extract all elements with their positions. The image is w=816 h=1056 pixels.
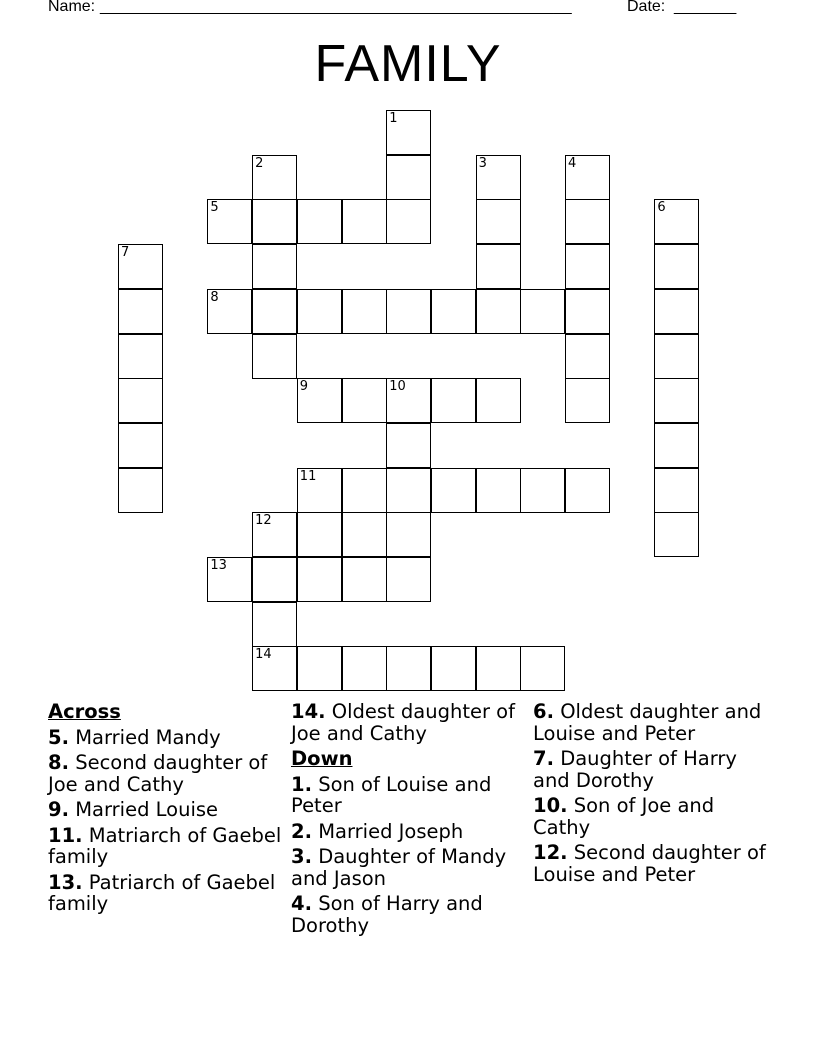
grid-cell[interactable]: [118, 423, 163, 468]
grid-cell[interactable]: [520, 646, 565, 691]
grid-cell[interactable]: [431, 378, 476, 423]
grid-cell[interactable]: [565, 155, 610, 200]
grid-cell[interactable]: [386, 512, 431, 557]
page-title: FAMILY: [314, 35, 502, 93]
clue: [291, 774, 531, 817]
grid-cell[interactable]: [297, 378, 342, 423]
grid-cell[interactable]: [207, 199, 252, 244]
grid-cell[interactable]: [342, 199, 387, 244]
grid-cell[interactable]: [297, 199, 342, 244]
clue-number: 6: [657, 200, 666, 216]
grid-cell[interactable]: [386, 557, 431, 602]
grid-cell[interactable]: [118, 378, 163, 423]
grid-cell[interactable]: [654, 289, 699, 334]
clue-text: Married Louise: [75, 798, 219, 821]
clue-text: Son of Joe and Cathy: [533, 794, 715, 839]
grid-cell[interactable]: [654, 512, 699, 557]
clue-text: Second daughter of Joe and Cathy: [48, 751, 268, 796]
grid-cell[interactable]: [252, 512, 297, 557]
grid-cell[interactable]: [252, 602, 297, 647]
clue: [291, 893, 531, 936]
grid-cell[interactable]: [297, 512, 342, 557]
grid-cell[interactable]: [431, 646, 476, 691]
clue: [48, 872, 288, 915]
grid-cell[interactable]: [118, 289, 163, 334]
grid-cell[interactable]: [207, 557, 252, 602]
clue-number: 8: [210, 289, 219, 305]
grid-cell[interactable]: [431, 289, 476, 334]
clue-number: 11: [299, 468, 317, 484]
grid-cell[interactable]: [207, 289, 252, 334]
clue-text: Matriarch of Gaebel family: [48, 823, 282, 868]
date-label: Date:: [627, 0, 666, 15]
clue-text: Daughter of Harry and Dorothy: [533, 747, 737, 792]
grid-cell[interactable]: [297, 646, 342, 691]
clue-text: Son of Harry and Dorothy: [291, 892, 483, 937]
clue-text: Married Joseph: [318, 819, 464, 843]
clue-text: Second daughter of Louise and Peter: [533, 841, 766, 886]
name-line: _____________________________________________________: [100, 0, 572, 15]
clue-number: 13: [210, 558, 227, 573]
grid-cell[interactable]: [342, 646, 387, 691]
grid-cell[interactable]: [252, 199, 297, 244]
clue: [291, 846, 531, 889]
grid-cell[interactable]: [476, 468, 521, 513]
grid-cell[interactable]: [342, 468, 387, 513]
grid-cell[interactable]: [252, 646, 297, 691]
clue-number: 10.: [533, 794, 568, 817]
grid-cell[interactable]: [476, 289, 521, 334]
section-heading: Across: [48, 700, 121, 723]
grid-cell[interactable]: [565, 468, 610, 513]
clue: [533, 701, 773, 744]
grid-cell[interactable]: [386, 199, 431, 244]
grid-cell[interactable]: [386, 155, 431, 200]
grid-cell[interactable]: [431, 468, 476, 513]
clue-number: 9.: [48, 798, 69, 821]
grid-cell[interactable]: [252, 155, 297, 200]
clue-number: 4: [568, 155, 577, 171]
clue: [48, 825, 288, 868]
grid-cell[interactable]: [654, 199, 699, 244]
grid-cell[interactable]: [520, 468, 565, 513]
grid-cell[interactable]: [252, 244, 297, 289]
grid-cell[interactable]: [386, 468, 431, 513]
clues-column-2: [291, 701, 531, 940]
clues-column-3: [533, 701, 773, 889]
grid-cell[interactable]: [476, 244, 521, 289]
clue-text: Married Mandy: [75, 725, 221, 749]
clue-number: 5.: [48, 725, 69, 749]
clue-number: 11.: [48, 823, 83, 847]
grid-cell[interactable]: [118, 244, 163, 289]
clue: [291, 701, 531, 744]
clue-text: Daughter of Mandy and Jason: [291, 845, 507, 890]
clue: [533, 842, 773, 885]
clue-number: 13.: [48, 870, 83, 894]
grid-cell[interactable]: [386, 110, 431, 155]
grid-cell[interactable]: [565, 378, 610, 423]
clue-text: Patriarch of Gaebel family: [48, 870, 276, 915]
grid-cell[interactable]: [118, 334, 163, 379]
grid-cell[interactable]: [342, 378, 387, 423]
clue-number: 1.: [291, 772, 312, 796]
clue-number: 9: [299, 379, 309, 395]
clue-number: 2: [255, 155, 264, 171]
clue-number: 8.: [48, 751, 69, 774]
grid-cell[interactable]: [476, 646, 521, 691]
clue-number: 7: [121, 245, 130, 261]
grid-cell[interactable]: [342, 289, 387, 334]
grid-cell[interactable]: [386, 646, 431, 691]
grid-cell[interactable]: [386, 423, 431, 468]
grid-cell[interactable]: [520, 289, 565, 334]
grid-cell[interactable]: [565, 289, 610, 334]
grid-cell[interactable]: [252, 334, 297, 379]
grid-cell[interactable]: [565, 334, 610, 379]
clue-text: Son of Louise and Peter: [291, 772, 492, 817]
grid-cell[interactable]: [654, 334, 699, 379]
clue-number: 7.: [533, 747, 554, 770]
grid-cell[interactable]: [342, 557, 387, 602]
clue-number: 12: [255, 513, 272, 529]
grid-cell[interactable]: [476, 155, 521, 200]
clue: [48, 752, 288, 795]
grid-cell[interactable]: [297, 289, 342, 334]
grid-cell[interactable]: [297, 468, 342, 513]
grid-cell[interactable]: [654, 423, 699, 468]
grid-cell[interactable]: [654, 378, 699, 423]
date-line: _______: [674, 0, 737, 15]
grid-cell[interactable]: [565, 244, 610, 289]
clue-number: 12.: [533, 841, 568, 864]
clue-number: 5: [210, 200, 219, 216]
clue: [48, 799, 288, 821]
grid-cell[interactable]: [565, 199, 610, 244]
clue-number: 10: [389, 379, 406, 395]
clue-text: Oldest daughter of Joe and Cathy: [291, 700, 515, 745]
clue-number: 2.: [291, 819, 312, 843]
clue-number: 4.: [291, 892, 312, 915]
grid-cell[interactable]: [252, 289, 297, 334]
grid-cell[interactable]: [386, 378, 431, 423]
grid-cell[interactable]: [476, 378, 521, 423]
clue: [48, 727, 288, 749]
grid-cell[interactable]: [252, 557, 297, 602]
clue-text: Oldest daughter and Louise and Peter: [533, 700, 762, 745]
clue-number: 1: [389, 111, 398, 126]
grid-cell[interactable]: [118, 468, 163, 513]
grid-cell[interactable]: [342, 512, 387, 557]
clue-number: 3: [478, 155, 487, 171]
name-label: Name:: [48, 0, 96, 15]
grid-cell[interactable]: [654, 468, 699, 513]
grid-cell[interactable]: [297, 557, 342, 602]
clues-column-1: [48, 701, 288, 919]
clue: [533, 795, 773, 838]
clue-number: 6.: [533, 700, 554, 723]
clue-number: 3.: [291, 845, 312, 868]
clue-number: 14: [255, 647, 272, 663]
section-heading: Down: [291, 747, 353, 770]
grid-cell[interactable]: [476, 199, 521, 244]
clue: [291, 821, 531, 843]
grid-cell[interactable]: [654, 244, 699, 289]
grid-cell[interactable]: [386, 289, 431, 334]
clue: [533, 748, 773, 791]
clue-number: 14.: [291, 700, 326, 723]
